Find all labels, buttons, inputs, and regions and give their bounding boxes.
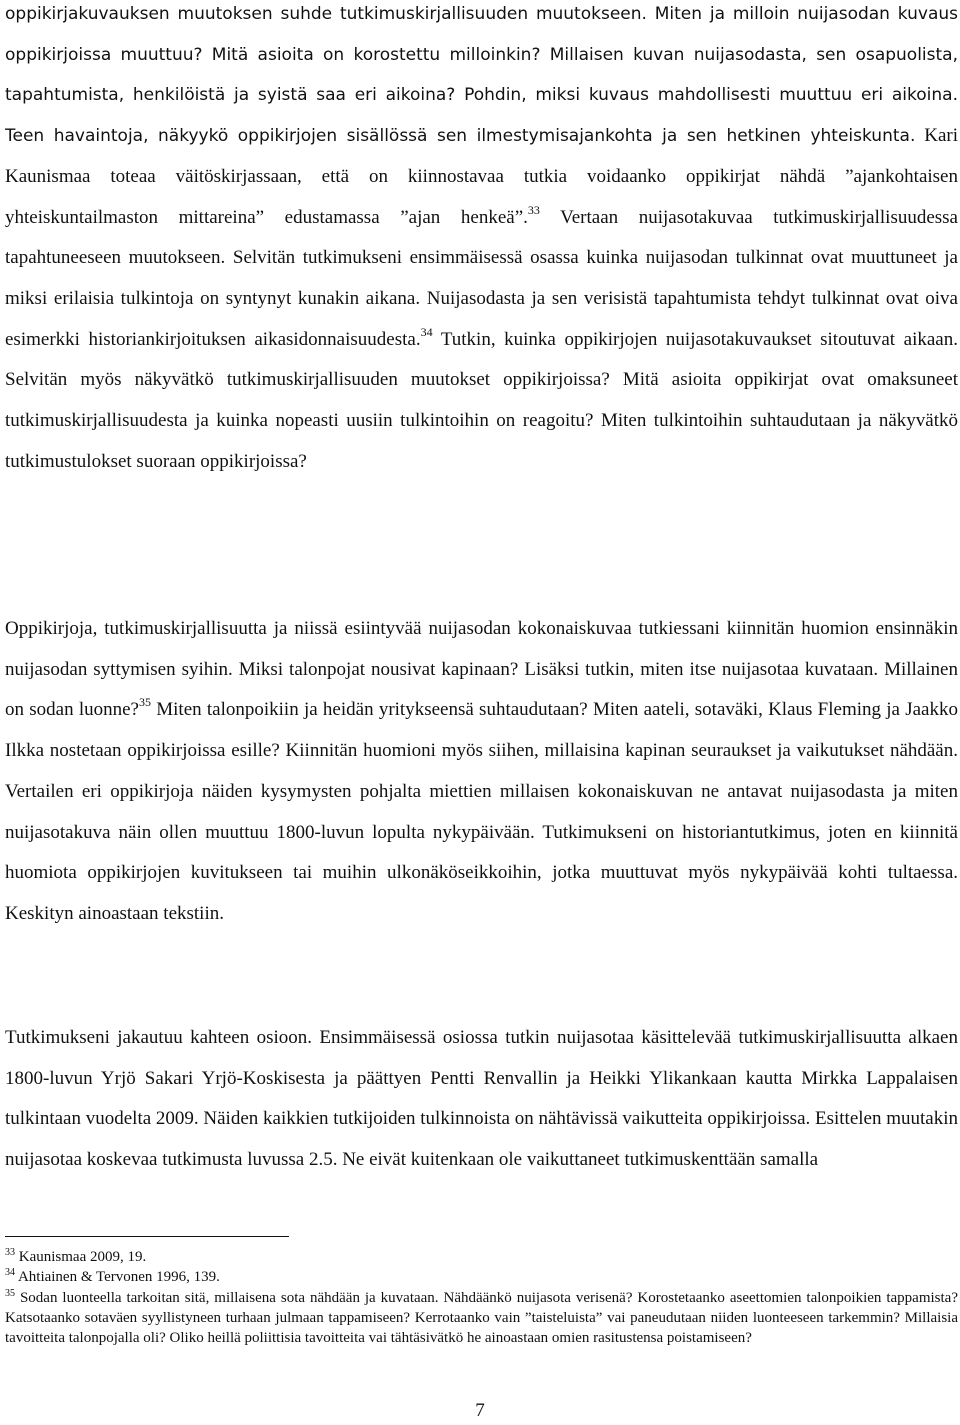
body-paragraph: [5, 1018, 958, 1181]
footnote-marker[interactable]: 35: [138, 695, 151, 710]
footnotes: [5, 1247, 958, 1348]
footnote-text: Kaunismaa 2009, 19.: [18, 1249, 147, 1265]
paragraph-text: Oppikirjoja, tutkimuskirjallisuutta ja niissä esiintyvää nuijasodan kokonaiskuvaa tutkiessani kiinnitän huomion ensinnäkin nuijasodan syttymisen syihin. Miksi talonpojat nousivat kapinaan? Lisäksi tutkin, miten itse nuijasotaa kuvataan. Millainen on sodan luonne?: [5, 618, 958, 721]
footnote: [5, 1247, 958, 1267]
paragraph-text: oppikirjakuvauksen muutoksen suhde tutkimuskirjallisuuden muutokseen. Miten ja milloin nuijasodan kuvaus oppikirjoissa muuttuu? Mitä asioita on korostettu milloinkin? Millaisen kuvan nuijasodasta, sen osapuolista, tapahtumista, henkilöistä ja syistä saa eri aikoina? Pohdin, miksi kuvaus mahdollisesti muuttuu eri aikoina. Teen havaintoja, näkyykö oppikirjojen sisällössä sen ilmestymisajankohta ja sen hetkinen yhteiskunta.: [5, 4, 958, 147]
paragraph-text: Vertaan nuijasotakuvaa tutkimuskirjallisuudessa tapahtuneeseen muutokseen. Selvitän tutkimukseni ensimmäisessä osassa kuinka nuijasodan tulkinnat ovat muuttuneet ja miksi erilaisia tulkintoja on syntynyt kunakin aikana. Nuijasodasta ja sen verisistä tapahtumista tehdyt tulkinnat ovat oiva esimerkki historiankirjoituksen aikasidonnaisuudesta.: [5, 206, 958, 350]
page-number: 7: [475, 1400, 485, 1421]
footnote-marker[interactable]: 34: [420, 324, 433, 339]
paragraph-text: Tutkimukseni jakautuu kahteen osioon. Ensimmäisessä osiossa tutkin nuijasotaa käsittelevää tutkimuskirjallisuutta alkaen 1800-luvun Yrjö Sakari Yrjö-Koskisesta ja päättyen Pentti Renvallin ja Heikki Ylikankaan kautta Mirkka Lappalaisen tulkintaan vuodelta 2009. Näiden kaikkien tutkijoiden tulkinnoista on nähtävissä vaikutteita oppikirjoissa. Esittelen muutakin nuijasotaa koskevaa tutkimusta luvussa 2.5. Ne eivät kuitenkaan ole vaikuttaneet tutkimuskenttään samalla: [5, 1027, 958, 1171]
paragraph-text: Kari Kaunismaa toteaa väitöskirjassaan, että on kiinnostavaa tutkia voidaanko oppikirjat nähdä ”ajankohtaisen yhteiskuntailmaston mittareina” edustamassa ”ajan henkeä”.: [5, 125, 958, 228]
footnote-marker[interactable]: 33: [527, 202, 540, 217]
footnote-number: 33: [5, 1247, 15, 1258]
footnote-separator: [5, 1236, 289, 1237]
body-paragraph: [5, 0, 958, 482]
footnote-text: Sodan luonteella tarkoitan sitä, millaisena sota nähdään ja kuvataan. Nähdäänkö nuijasota verisenä? Korostetaanko aseettomien talonpoikien tappamista? Katsotaanko sotaväen syyllistyneen turhaan julmaan tappamiseen? Kerrotaanko vain ”taisteluista” vai paneudutaan niiden luonteeseen tarkemmin? Millaisia tavoitteita talonpojalla oli? Oliko heillä poliittisia tavoitteita vai tähtäsivätkö he ainoastaan omien rasitustensa poistamiseen?: [5, 1289, 958, 1347]
paragraph-text: Miten talonpoikiin ja heidän yritykseensä suhtaudutaan? Miten aateli, sotaväki, Klaus Fleming ja Jaakko Ilkka nostetaan oppikirjoissa esille? Kiinnitän huomioni myös siihen, millaisina kapinan seuraukset ja vaikutukset nähdään. Vertailen eri oppikirjoja näiden kysymysten pohjalta miettien millaisen kokonaiskuvan ne antavat nuijasodasta ja miten nuijasotakuva näin ollen muuttuu 1800-luvun lopulta nykypäivään. Tutkimukseni on historiantutkimus, joten en kiinnitä huomiota oppikirjojen kuvitukseen tai muihin ulkonäköseikkoihin, jotka muuttuvat myös nykypäivää kohti tultaessa. Keskityn ainoastaan tekstiin.: [5, 699, 958, 924]
footnote: [5, 1288, 958, 1349]
footnote: [5, 1267, 958, 1287]
paragraph-text: Tutkin, kuinka oppikirjojen nuijasotakuvaukset sitoutuvat aikaan. Selvitän myös näkyvätkö tutkimuskirjallisuuden muutokset oppikirjoissa? Mitä asioita oppikirjat ovat omaksuneet tutkimuskirjallisuudesta ja kuinka nopeasti uusiin tulkintoihin on reagoitu? Miten tulkintoihin suhtaudutaan ja näkyvätkö tutkimustulokset suoraan oppikirjoissa?: [5, 328, 958, 472]
footnote-number: 34: [5, 1267, 15, 1279]
body-paragraph: [5, 609, 958, 935]
footnote-number: 35: [5, 1287, 15, 1299]
footnote-text: Ahtiainen & Tervonen 1996, 139.: [17, 1269, 220, 1286]
